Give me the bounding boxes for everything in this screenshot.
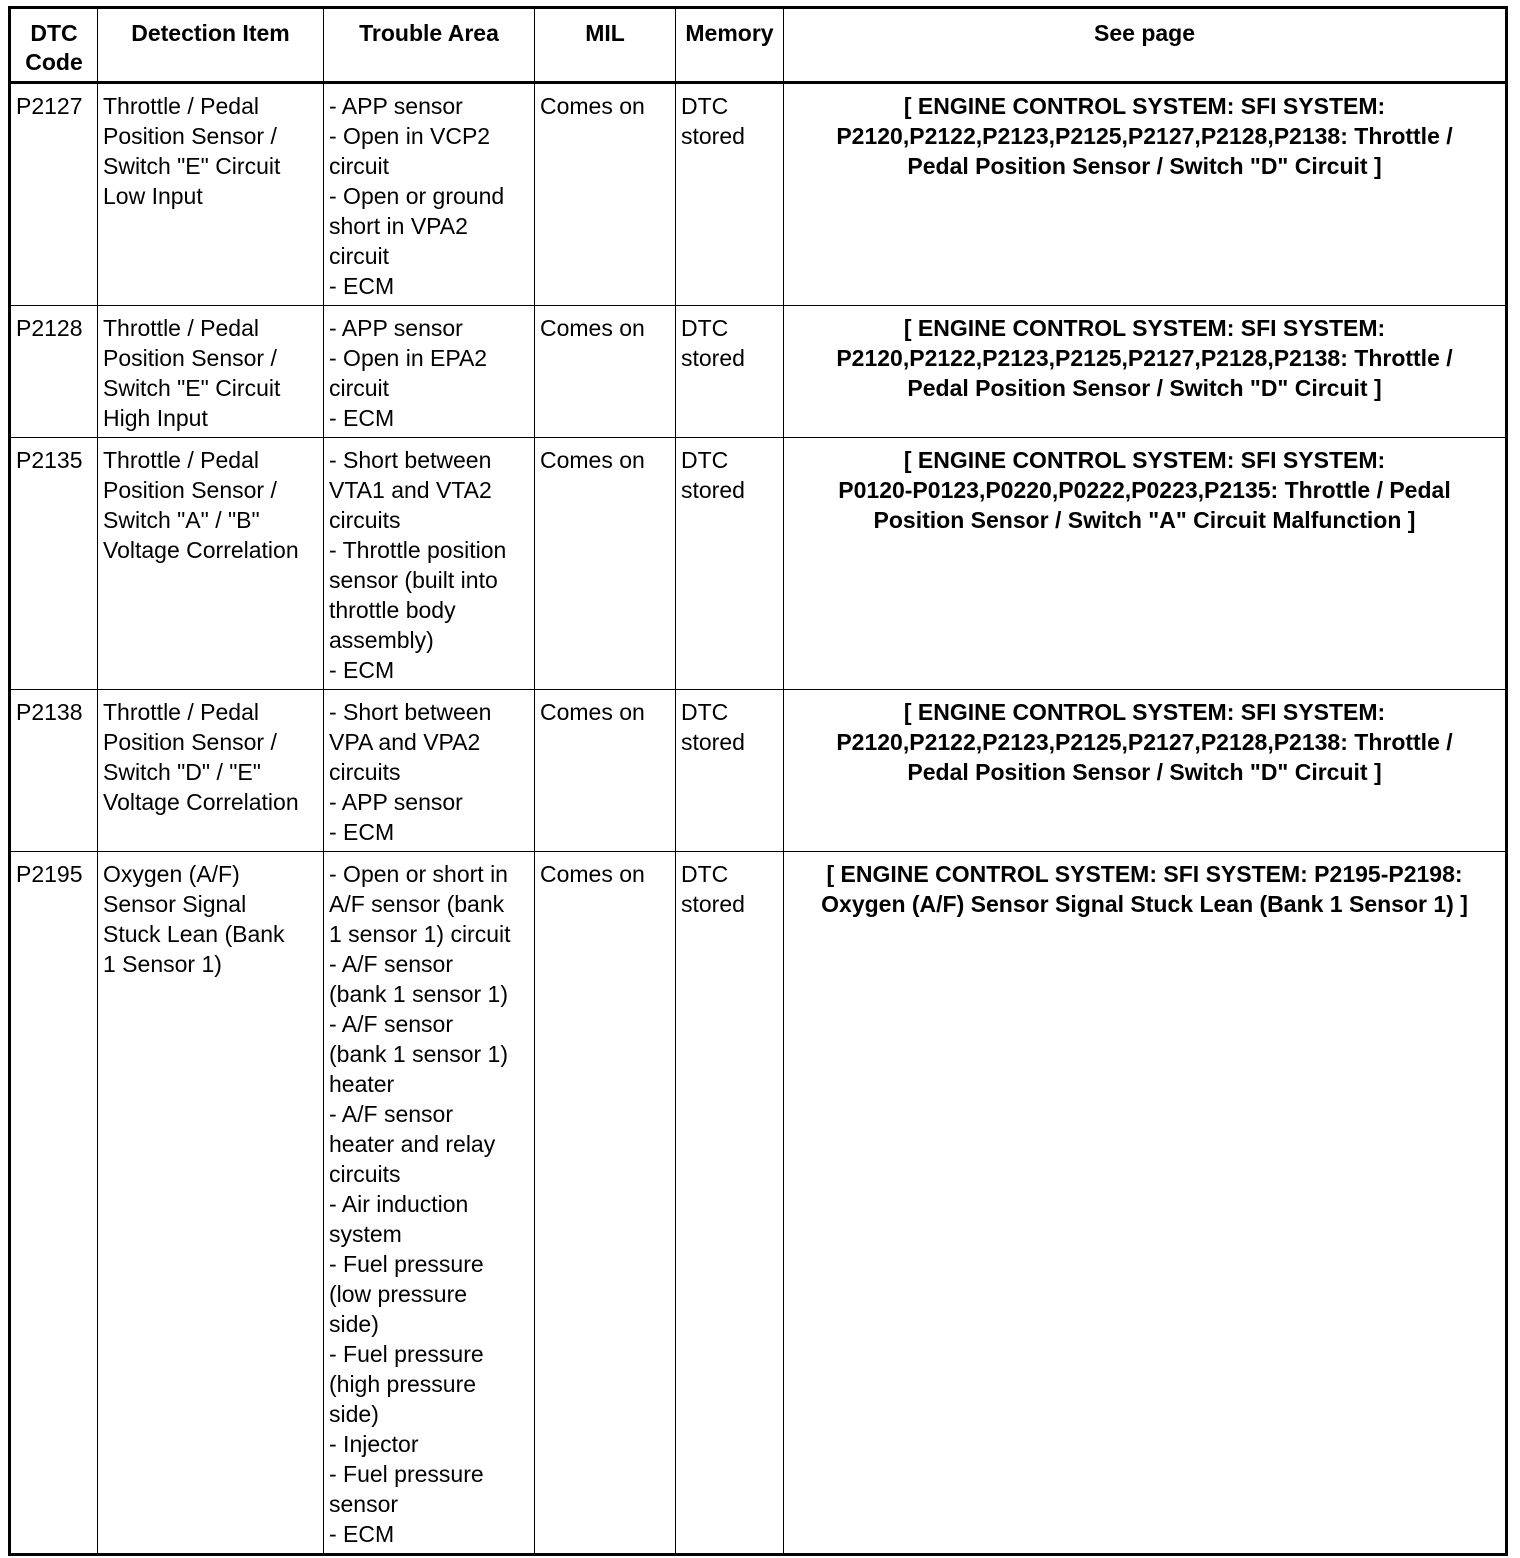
- detection-line: Position Sensor /: [103, 477, 277, 503]
- see-page-line: [ ENGINE CONTROL SYSTEM: SFI SYSTEM:: [903, 315, 1386, 341]
- trouble-area-cell: [324, 690, 535, 852]
- trouble-line: - Short between: [329, 699, 492, 725]
- trouble-line: VTA1 and VTA2: [329, 477, 492, 503]
- memory-cell: [676, 438, 784, 690]
- trouble-line: - Short between: [329, 447, 492, 473]
- detection-line: Sensor Signal: [103, 891, 247, 917]
- mil-cell: Comes on: [535, 438, 676, 690]
- detection-item-cell: [98, 690, 324, 852]
- detection-line: Switch "E" Circuit: [103, 375, 281, 401]
- trouble-line: heater: [329, 1071, 395, 1097]
- detection-line: Voltage Correlation: [103, 789, 299, 815]
- trouble-line: side): [329, 1401, 379, 1427]
- trouble-line: - ECM: [329, 657, 395, 683]
- dtc-code-cell: P2138: [10, 690, 98, 852]
- dtc-table: [8, 6, 1508, 1556]
- mil-cell: Comes on: [535, 852, 676, 1555]
- trouble-line: - ECM: [329, 1521, 395, 1547]
- detection-line: Throttle / Pedal: [103, 699, 259, 725]
- header-detection-item: Detection Item: [98, 8, 324, 83]
- see-page-line: Pedal Position Sensor / Switch "D" Circuit ]: [907, 759, 1382, 785]
- see-page-line: Position Sensor / Switch "A" Circuit Malfunction ]: [873, 507, 1416, 533]
- trouble-line: - Fuel pressure: [329, 1341, 484, 1367]
- see-page-line: Oxygen (A/F) Sensor Signal Stuck Lean (Bank 1 Sensor 1) ]: [821, 891, 1468, 917]
- trouble-line: (bank 1 sensor 1): [329, 981, 508, 1007]
- see-page-cell: [784, 852, 1507, 1555]
- detection-line: Oxygen (A/F): [103, 861, 240, 887]
- trouble-line: sensor: [329, 1491, 399, 1517]
- trouble-line: assembly): [329, 627, 434, 653]
- memory-line: stored: [681, 477, 745, 503]
- table-row: [10, 438, 1507, 690]
- detection-line: Throttle / Pedal: [103, 93, 259, 119]
- see-page-line: P2120,P2122,P2123,P2125,P2127,P2128,P2138: Throttle /: [836, 729, 1453, 755]
- trouble-line: - Fuel pressure: [329, 1251, 484, 1277]
- detection-line: Position Sensor /: [103, 345, 277, 371]
- trouble-line: - Air induction: [329, 1191, 469, 1217]
- see-page-line: [ ENGINE CONTROL SYSTEM: SFI SYSTEM:: [903, 447, 1386, 473]
- trouble-line: circuit: [329, 375, 390, 401]
- trouble-line: - APP sensor: [329, 315, 463, 341]
- dtc-code-cell: P2127: [10, 83, 98, 306]
- header-trouble-area: Trouble Area: [324, 8, 535, 83]
- see-page-cell: [784, 438, 1507, 690]
- detection-line: Position Sensor /: [103, 729, 277, 755]
- see-page-line: [ ENGINE CONTROL SYSTEM: SFI SYSTEM:: [903, 699, 1386, 725]
- trouble-line: throttle body: [329, 597, 456, 623]
- trouble-line: (bank 1 sensor 1): [329, 1041, 508, 1067]
- see-page-line: [ ENGINE CONTROL SYSTEM: SFI SYSTEM:: [903, 93, 1386, 119]
- header-dtc-code: DTC Code: [10, 8, 98, 83]
- detection-line: Switch "D" / "E": [103, 759, 261, 785]
- detection-line: Switch "A" / "B": [103, 507, 260, 533]
- detection-item-cell: [98, 306, 324, 438]
- see-page-line: P2120,P2122,P2123,P2125,P2127,P2128,P2138: Throttle /: [836, 123, 1453, 149]
- trouble-line: - Injector: [329, 1431, 419, 1457]
- trouble-line: - A/F sensor: [329, 1011, 453, 1037]
- see-page-cell: [784, 306, 1507, 438]
- table-header-row: [10, 8, 1507, 83]
- trouble-line: sensor (built into: [329, 567, 498, 593]
- trouble-area-cell: [324, 438, 535, 690]
- dtc-code-cell: P2128: [10, 306, 98, 438]
- trouble-line: - APP sensor: [329, 789, 463, 815]
- mil-cell: Comes on: [535, 690, 676, 852]
- see-page-line: [ ENGINE CONTROL SYSTEM: SFI SYSTEM: P2195-P2198:: [826, 861, 1463, 887]
- trouble-area-cell: [324, 852, 535, 1555]
- memory-cell: [676, 83, 784, 306]
- detection-line: Low Input: [103, 183, 203, 209]
- detection-line: Switch "E" Circuit: [103, 153, 281, 179]
- mil-cell: Comes on: [535, 306, 676, 438]
- detection-item-cell: [98, 83, 324, 306]
- memory-line: DTC: [681, 861, 729, 887]
- trouble-line: - Fuel pressure: [329, 1461, 484, 1487]
- table-body: [10, 83, 1507, 1555]
- detection-line: Voltage Correlation: [103, 537, 299, 563]
- detection-line: Position Sensor /: [103, 123, 277, 149]
- dtc-code-cell: P2135: [10, 438, 98, 690]
- memory-cell: [676, 690, 784, 852]
- trouble-line: - ECM: [329, 273, 395, 299]
- trouble-line: - A/F sensor: [329, 1101, 453, 1127]
- trouble-line: 1 sensor 1) circuit: [329, 921, 511, 947]
- see-page-cell: [784, 83, 1507, 306]
- trouble-line: circuits: [329, 507, 401, 533]
- table-row: [10, 690, 1507, 852]
- trouble-line: - Open in VCP2: [329, 123, 491, 149]
- see-page-line: P0120-P0123,P0220,P0222,P0223,P2135: Throttle / Pedal: [838, 477, 1451, 503]
- trouble-line: - Open in EPA2: [329, 345, 488, 371]
- memory-line: DTC: [681, 699, 729, 725]
- see-page-line: P2120,P2122,P2123,P2125,P2127,P2128,P2138: Throttle /: [836, 345, 1453, 371]
- memory-cell: [676, 852, 784, 1555]
- trouble-line: side): [329, 1311, 379, 1337]
- trouble-area-cell: [324, 306, 535, 438]
- memory-cell: [676, 306, 784, 438]
- table-row: [10, 306, 1507, 438]
- detection-line: Throttle / Pedal: [103, 447, 259, 473]
- trouble-line: (low pressure: [329, 1281, 468, 1307]
- trouble-line: (high pressure: [329, 1371, 477, 1397]
- header-memory: Memory: [676, 8, 784, 83]
- trouble-line: circuit: [329, 243, 390, 269]
- trouble-line: circuits: [329, 759, 401, 785]
- trouble-line: circuit: [329, 153, 390, 179]
- memory-line: stored: [681, 123, 745, 149]
- trouble-line: - Open or short in: [329, 861, 508, 887]
- trouble-line: VPA and VPA2: [329, 729, 481, 755]
- memory-line: DTC: [681, 315, 729, 341]
- trouble-line: - Throttle position: [329, 537, 507, 563]
- memory-line: stored: [681, 891, 745, 917]
- trouble-line: - A/F sensor: [329, 951, 453, 977]
- table-row: [10, 852, 1507, 1555]
- see-page-line: Pedal Position Sensor / Switch "D" Circuit ]: [907, 153, 1382, 179]
- trouble-line: - ECM: [329, 819, 395, 845]
- trouble-area-cell: [324, 83, 535, 306]
- trouble-line: circuits: [329, 1161, 401, 1187]
- memory-line: DTC: [681, 447, 729, 473]
- detection-line: Throttle / Pedal: [103, 315, 259, 341]
- trouble-line: A/F sensor (bank: [329, 891, 505, 917]
- detection-line: 1 Sensor 1): [103, 951, 222, 977]
- dtc-code-cell: P2195: [10, 852, 98, 1555]
- memory-line: stored: [681, 345, 745, 371]
- trouble-line: short in VPA2: [329, 213, 468, 239]
- trouble-line: - APP sensor: [329, 93, 463, 119]
- memory-line: stored: [681, 729, 745, 755]
- header-mil: MIL: [535, 8, 676, 83]
- memory-line: DTC: [681, 93, 729, 119]
- trouble-line: heater and relay: [329, 1131, 496, 1157]
- trouble-line: system: [329, 1221, 402, 1247]
- table-row: [10, 83, 1507, 306]
- see-page-cell: [784, 690, 1507, 852]
- detection-item-cell: [98, 852, 324, 1555]
- mil-cell: Comes on: [535, 83, 676, 306]
- header-see-page: See page: [784, 8, 1507, 83]
- see-page-line: Pedal Position Sensor / Switch "D" Circuit ]: [907, 375, 1382, 401]
- trouble-line: - Open or ground: [329, 183, 505, 209]
- trouble-line: - ECM: [329, 405, 395, 431]
- detection-line: High Input: [103, 405, 208, 431]
- detection-line: Stuck Lean (Bank: [103, 921, 285, 947]
- detection-item-cell: [98, 438, 324, 690]
